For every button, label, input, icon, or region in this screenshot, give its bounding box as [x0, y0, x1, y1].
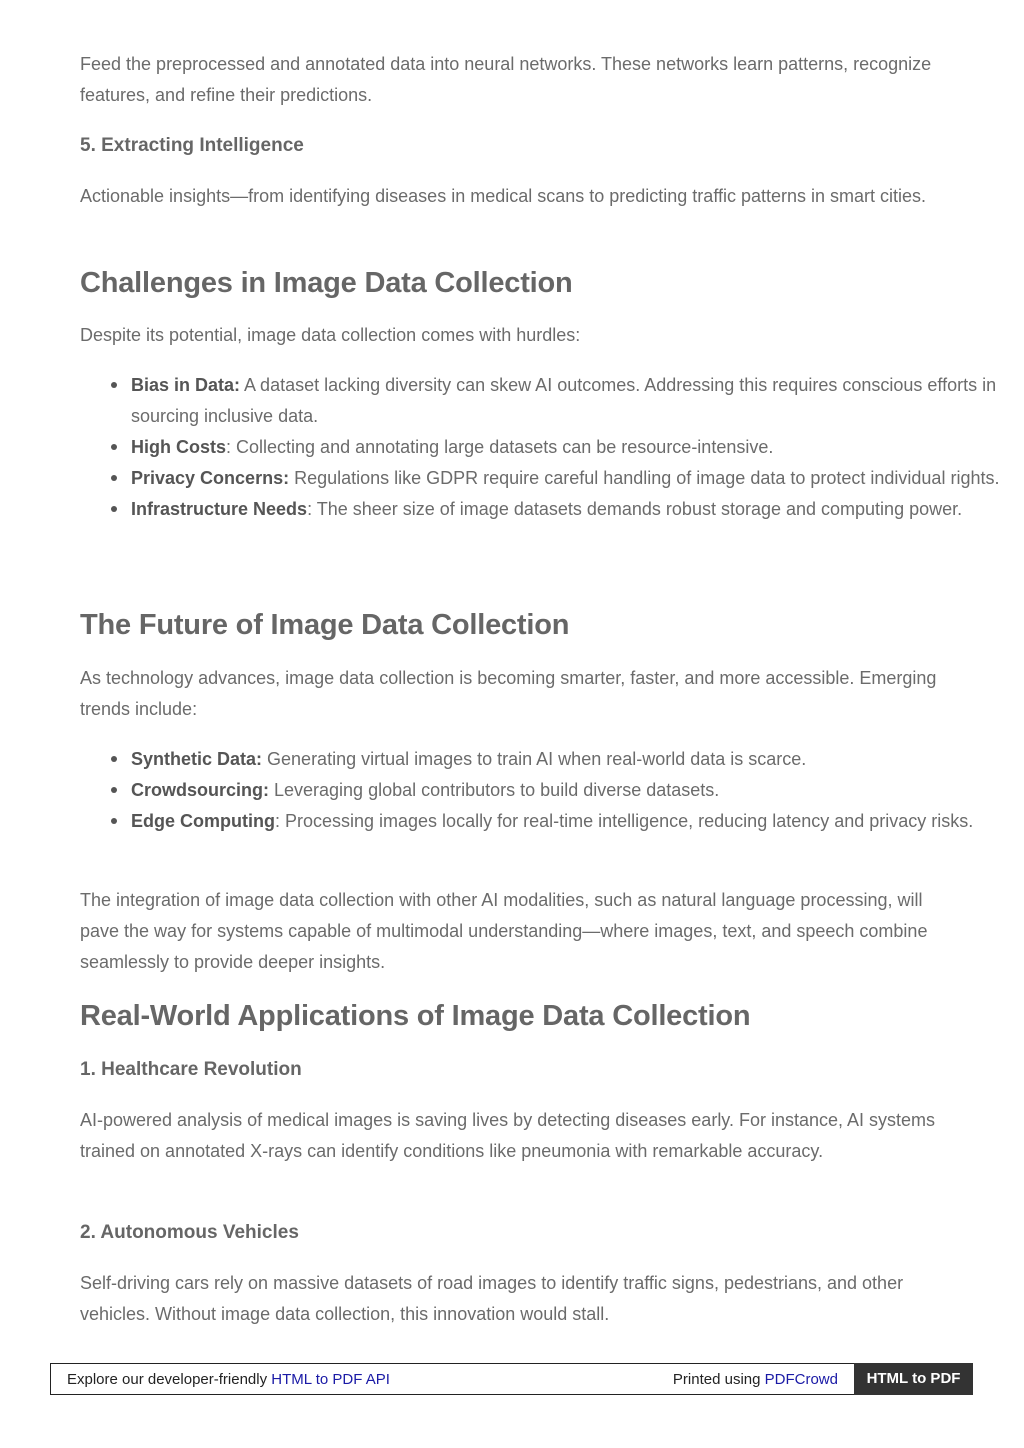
step5-heading: 5. Extracting Intelligence [80, 135, 304, 156]
list-item [131, 806, 1001, 837]
bullet-icon [111, 475, 117, 481]
html-to-pdf-api-link[interactable]: HTML to PDF API [271, 1371, 390, 1388]
list-item-text: Regulations like GDPR require careful handling of image data to protect individual rights. [289, 468, 1000, 488]
applications-heading: Real-World Applications of Image Data Collection [80, 1000, 751, 1032]
list-item-term: Crowdsourcing: [131, 780, 269, 800]
list-item [131, 494, 1001, 525]
list-item-text: A dataset lacking diversity can skew AI outcomes. Addressing this requires conscious efforts in sourcing inclusive data. [131, 375, 997, 426]
list-item-text: : Processing images locally for real-time intelligence, reducing latency and privacy risks. [274, 811, 974, 831]
vehicles-text: Self-driving cars rely on massive datasets of road images to identify traffic signs, pedestrians, and other vehicles. Without image data collection, this innovation would stall. [80, 1273, 904, 1324]
html-to-pdf-button[interactable]: HTML to PDF [854, 1363, 973, 1395]
list-item [131, 432, 1001, 463]
step5-text: Actionable insights—from identifying diseases in medical scans to predicting traffic patterns in smart cities. [80, 186, 927, 206]
list-item [131, 463, 1001, 494]
footer-left [67, 1371, 390, 1388]
list-item-text: : The sheer size of image datasets demands robust storage and computing power. [307, 499, 963, 519]
list-item [131, 744, 1001, 775]
future-list [80, 744, 1001, 837]
footer-left-text: Explore our developer-friendly [67, 1371, 272, 1388]
healthcare-text: AI-powered analysis of medical images is saving lives by detecting diseases early. For instance, AI systems trained on annotated X-rays can identify conditions like pneumonia with remarkable accuracy. [80, 1110, 936, 1161]
future-outro: The integration of image data collection with other AI modalities, such as natural language processing, will pave the way for systems capable of multimodal understanding—where images, text, and speech combine seamlessly to provide deeper insights. [80, 890, 928, 972]
vehicles-heading: 2. Autonomous Vehicles [80, 1222, 299, 1243]
footer-right-text: Printed using [672, 1371, 765, 1388]
list-item [131, 370, 1001, 432]
challenges-intro: Despite its potential, image data collection comes with hurdles: [80, 325, 581, 345]
bullet-icon [111, 506, 117, 512]
healthcare-heading: 1. Healthcare Revolution [80, 1059, 302, 1080]
list-item-term: Privacy Concerns: [131, 468, 290, 488]
future-heading: The Future of Image Data Collection [80, 609, 570, 641]
challenges-list [80, 370, 1001, 525]
list-item-text: : Collecting and annotating large datasets can be resource-intensive. [226, 437, 774, 457]
list-item-text: Leveraging global contributors to build diverse datasets. [269, 780, 720, 800]
pdfcrowd-footer [50, 1363, 973, 1395]
list-item-term: Edge Computing [131, 811, 275, 831]
list-item-term: High Costs [131, 437, 227, 457]
future-intro: As technology advances, image data collection is becoming smarter, faster, and more accessible. Emerging trends include: [80, 668, 937, 719]
bullet-icon [111, 818, 117, 824]
list-item-term: Bias in Data: [131, 375, 241, 395]
challenges-heading: Challenges in Image Data Collection [80, 267, 573, 299]
intro-paragraph: Feed the preprocessed and annotated data into neural networks. These networks learn patterns, recognize features, and refine their predictions. [80, 54, 932, 105]
footer-right [673, 1371, 838, 1388]
bullet-icon [111, 756, 117, 762]
list-item [131, 775, 1001, 806]
list-item-term: Infrastructure Needs [131, 499, 308, 519]
pdfcrowd-link[interactable]: PDFCrowd [764, 1371, 838, 1388]
list-item-term: Synthetic Data: [131, 749, 263, 769]
bullet-icon [111, 444, 117, 450]
bullet-icon [111, 382, 117, 388]
list-item-text: Generating virtual images to train AI when real-world data is scarce. [262, 749, 807, 769]
bullet-icon [111, 787, 117, 793]
